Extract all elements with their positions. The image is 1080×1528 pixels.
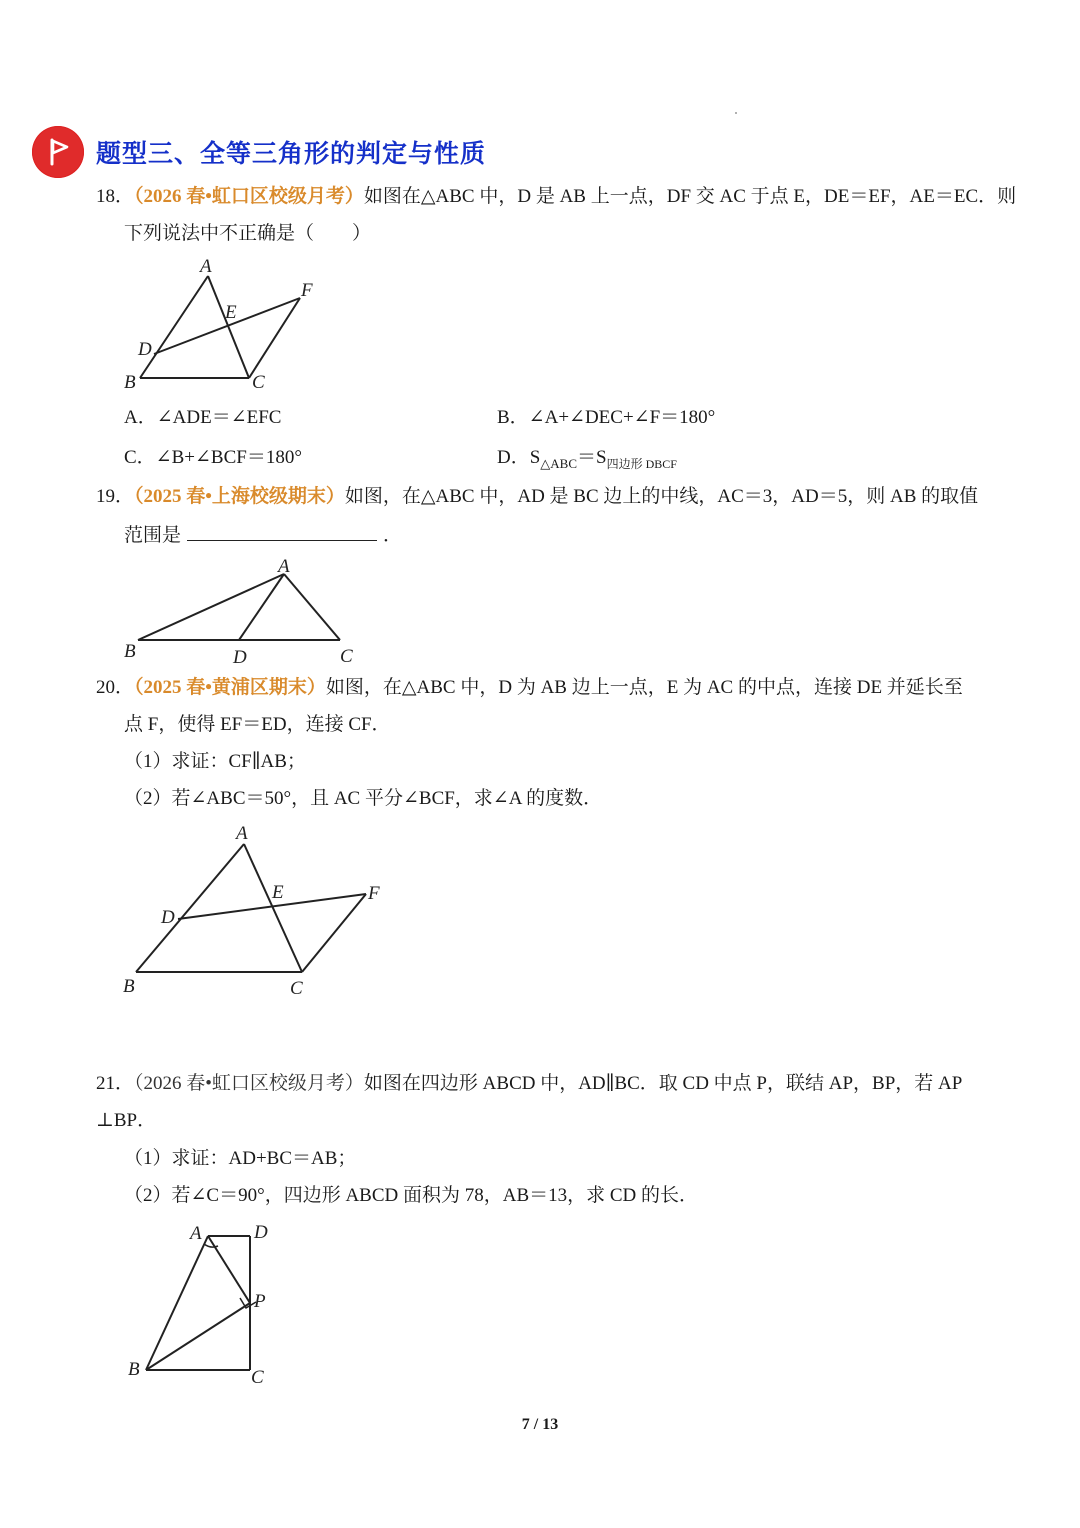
q20-number: 20． — [96, 677, 135, 698]
q18-option-d[interactable] — [497, 445, 677, 477]
q18-option-d-s1: D．S — [497, 447, 541, 468]
q20-label-a: A — [236, 823, 248, 844]
q18-option-a[interactable]: A．∠ADE＝∠EFC — [124, 407, 282, 428]
page-number: 7 / 13 — [521, 1416, 559, 1433]
q21-label-a: A — [190, 1223, 202, 1244]
q20-label-b: B — [123, 976, 135, 997]
q21-line1 — [96, 1071, 962, 1097]
q21-label-d: D — [254, 1222, 268, 1243]
q21-part2: （2）若∠C＝90°，四边形 ABCD 面积为 78，AB＝13，求 CD 的长． — [124, 1185, 699, 1206]
q18-text1: 如图在△ABC 中，D 是 AB 上一点，DF 交 AC 于点 E，DE＝EF，AE＝EC．则 — [363, 186, 1017, 207]
q18-label-f: F — [301, 280, 313, 301]
q18-number: 18． — [96, 186, 135, 207]
q18-label-c: C — [252, 372, 265, 393]
q19-number: 19． — [96, 486, 135, 507]
q19-text2: 范围是 — [124, 525, 182, 546]
q20-part1: （1）求证：CF∥AB； — [124, 751, 306, 772]
q19-figure — [118, 556, 368, 668]
q20-part2: （2）若∠ABC＝50°，且 AC 平分∠BCF，求∠A 的度数． — [124, 788, 603, 809]
section-title: 题型三、全等三角形的判定与性质 — [96, 139, 487, 168]
q21-label-c: C — [251, 1367, 264, 1388]
q18-label-a: A — [200, 256, 212, 277]
q21-part1: （1）求证：AD+BC＝AB； — [124, 1148, 357, 1169]
q20-label-c: C — [290, 978, 303, 999]
q19-line2 — [124, 522, 402, 549]
q18-option-d-eq: ＝S — [577, 447, 607, 468]
q21-figure — [118, 1218, 298, 1398]
q20-label-d: D — [161, 907, 175, 928]
q19-text1: 如图，在△ABC 中，AD 是 BC 边上的中线，AC＝3，AD＝5，则 AB 的取值 — [344, 486, 979, 507]
q20-label-e: E — [272, 882, 284, 903]
q18-source: （2026 春•虹口区校级月考） — [134, 186, 364, 207]
q20-source: （2025 春•黄浦区期末） — [134, 677, 326, 698]
q18-figure — [118, 256, 328, 396]
q18-label-b: B — [124, 372, 136, 393]
q18-option-b[interactable]: B．∠A+∠DEC+∠F＝180° — [497, 407, 716, 428]
stray-dot — [735, 112, 737, 114]
q19-answer-blank[interactable] — [187, 522, 377, 541]
q19-tail: ． — [383, 525, 403, 546]
q18-text2: 下列说法中不正确是（ ） — [124, 223, 372, 244]
q18-option-c[interactable]: C．∠B+∠BCF＝180° — [124, 447, 302, 468]
q21-text1: 如图在四边形 ABCD 中，AD∥BC．取 CD 中点 P，联结 AP，BP，若 AP — [363, 1073, 963, 1094]
q20-text2: 点 F，使得 EF＝ED，连接 CF． — [124, 714, 391, 735]
q19-label-b: B — [124, 641, 136, 662]
flag-icon — [32, 126, 84, 178]
q18-label-d: D — [138, 339, 152, 360]
q18-option-d-sub2: 四边形 DBCF — [606, 456, 677, 471]
q19-label-d: D — [233, 647, 247, 668]
q18-label-e: E — [225, 302, 237, 323]
q21-text2: ⊥BP． — [96, 1110, 157, 1131]
q19-label-a: A — [278, 556, 290, 577]
q18-line1 — [96, 184, 1016, 210]
q21-label-b: B — [128, 1359, 140, 1380]
q21-source: （2026 春•虹口区校级月考） — [134, 1073, 364, 1094]
q20-label-f: F — [368, 883, 380, 904]
q19-source: （2025 春•上海校级期末） — [134, 486, 345, 507]
q19-label-c: C — [340, 646, 353, 667]
q20-text1: 如图，在△ABC 中，D 为 AB 边上一点，E 为 AC 的中点，连接 DE 并延长至 — [325, 677, 963, 698]
q20-figure — [118, 820, 398, 1000]
q19-line1 — [96, 484, 978, 510]
q21-number: 21． — [96, 1073, 135, 1094]
q21-label-p: P — [254, 1291, 266, 1312]
q18-option-d-sub1: △ABC — [540, 455, 578, 471]
q20-line1 — [96, 675, 963, 701]
